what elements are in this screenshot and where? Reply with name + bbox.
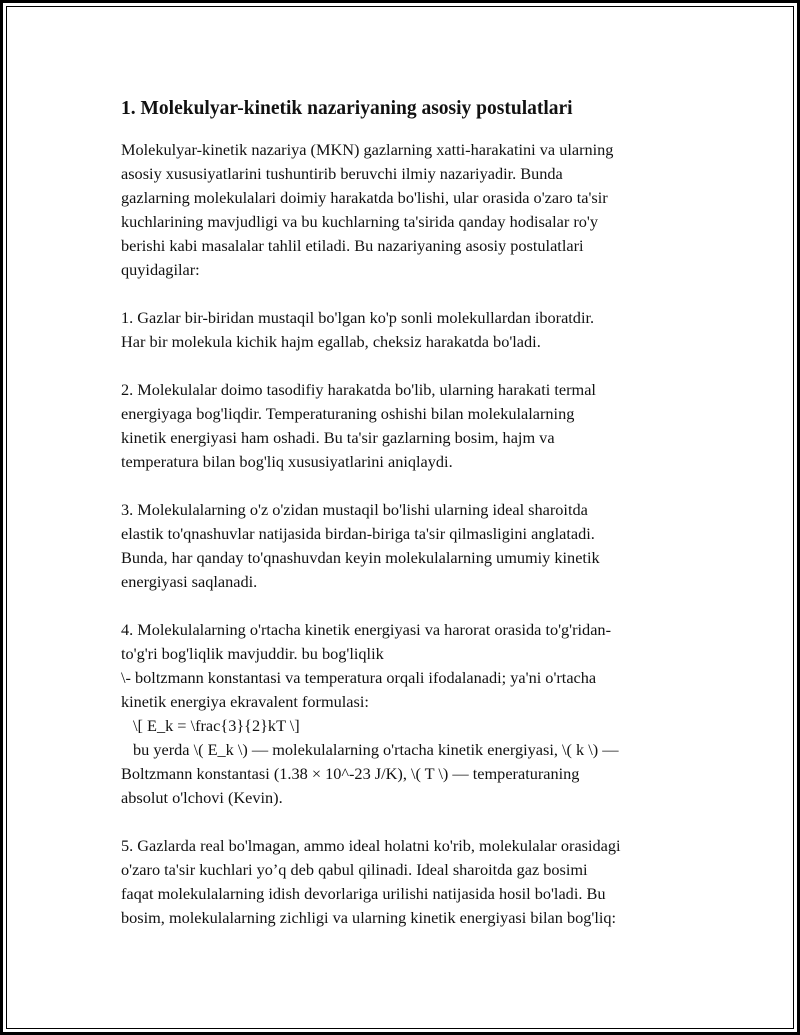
paragraph: [121, 498, 693, 594]
paragraph-line: \- boltzmann konstantasi va temperatura orqali ifodalanadi; ya'ni o'rtacha: [121, 668, 597, 687]
paragraph-line: kinetik energiya ekravalent formulasi:: [121, 692, 369, 711]
paragraph-line: absolut o'lchovi (Kevin).: [121, 788, 283, 807]
paragraph: [121, 306, 693, 354]
paragraph-line: kinetik energiyasi ham oshadi. Bu ta'sir gazlarning bosim, hajm va: [121, 428, 555, 447]
paragraph-line: 2. Molekulalar doimo tasodifiy harakatda bo'lib, ularning harakati termal: [121, 380, 596, 399]
paragraph-line: bu yerda \( E_k \) — molekulalarning o'rtacha kinetik energiyasi, \( k \) —: [133, 740, 619, 759]
paragraph-line: Molekulyar-kinetik nazariya (MKN) gazlarning xatti-harakatini va ularning: [121, 140, 614, 159]
paragraph-line: faqat molekulalarning idish devorlariga urilishi natijasida hosil bo'ladi. Bu: [121, 884, 606, 903]
paragraph: [121, 834, 693, 930]
paragraph-line: energiyaga bog'liqdir. Temperaturaning oshishi bilan molekulalarning: [121, 404, 575, 423]
paragraph-line: quyidagilar:: [121, 260, 200, 279]
paragraph-line: Boltzmann konstantasi (1.38 × 10^-23 J/K), \( T \) — temperaturaning: [121, 764, 580, 783]
paragraph-line: temperatura bilan bog'liq xususiyatlarini aniqlaydi.: [121, 452, 453, 471]
paragraph-line: berishi kabi masalalar tahlil etiladi. Bu nazariyaning asosiy postulatlari: [121, 236, 584, 255]
paragraph: [121, 138, 693, 282]
paragraph-line: 3. Molekulalarning o'z o'zidan mustaqil bo'lishi ularning ideal sharoitda: [121, 500, 588, 519]
paragraph-line: kuchlarining mavjudligi va bu kuchlarning ta'sirida qanday hodisalar ro'y: [121, 212, 598, 231]
paragraph-line: \[ E_k = \frac{3}{2}kT \]: [133, 716, 300, 735]
paragraph-line: asosiy xususiyatlarini tushuntirib beruvchi ilmiy nazariyadir. Bunda: [121, 164, 563, 183]
paragraph-line: Har bir molekula kichik hajm egallab, cheksiz harakatda bo'ladi.: [121, 332, 541, 351]
document-body: [121, 96, 693, 954]
paragraph-line: 5. Gazlarda real bo'lmagan, ammo ideal holatni ko'rib, molekulalar orasidagi: [121, 836, 621, 855]
paragraph: [121, 378, 693, 474]
paragraph-line: Bunda, har qanday to'qnashuvdan keyin molekulalarning umumiy kinetik: [121, 548, 600, 567]
paragraph-line: gazlarning molekulalari doimiy harakatda bo'lishi, ular orasida o'zaro ta'sir: [121, 188, 608, 207]
paragraph-list: [121, 138, 693, 930]
document-title: 1. Molekulyar-kinetik nazariyaning asosiy postulatlari: [121, 98, 573, 119]
paragraph-line: to'g'ri bog'liqlik mavjuddir. bu bog'liqlik: [121, 644, 384, 663]
paragraph-line: 4. Molekulalarning o'rtacha kinetik energiyasi va harorat orasida to'g'ridan-: [121, 620, 611, 639]
paragraph-line: bosim, molekulalarning zichligi va ularning kinetik energiyasi bilan bog'liq:: [121, 908, 617, 927]
paragraph-line: 1. Gazlar bir-biridan mustaqil bo'lgan ko'p sonli molekullardan iboratdir.: [121, 308, 595, 327]
paragraph-line: elastik to'qnashuvlar natijasida birdan-biriga ta'sir qilmasligini anglatadi.: [121, 524, 595, 543]
paragraph-line: o'zaro ta'sir kuchlari yo’q deb qabul qilinadi. Ideal sharoitda gaz bosimi: [121, 860, 588, 879]
paragraph: [121, 618, 693, 810]
paragraph-line: energiyasi saqlanadi.: [121, 572, 258, 591]
